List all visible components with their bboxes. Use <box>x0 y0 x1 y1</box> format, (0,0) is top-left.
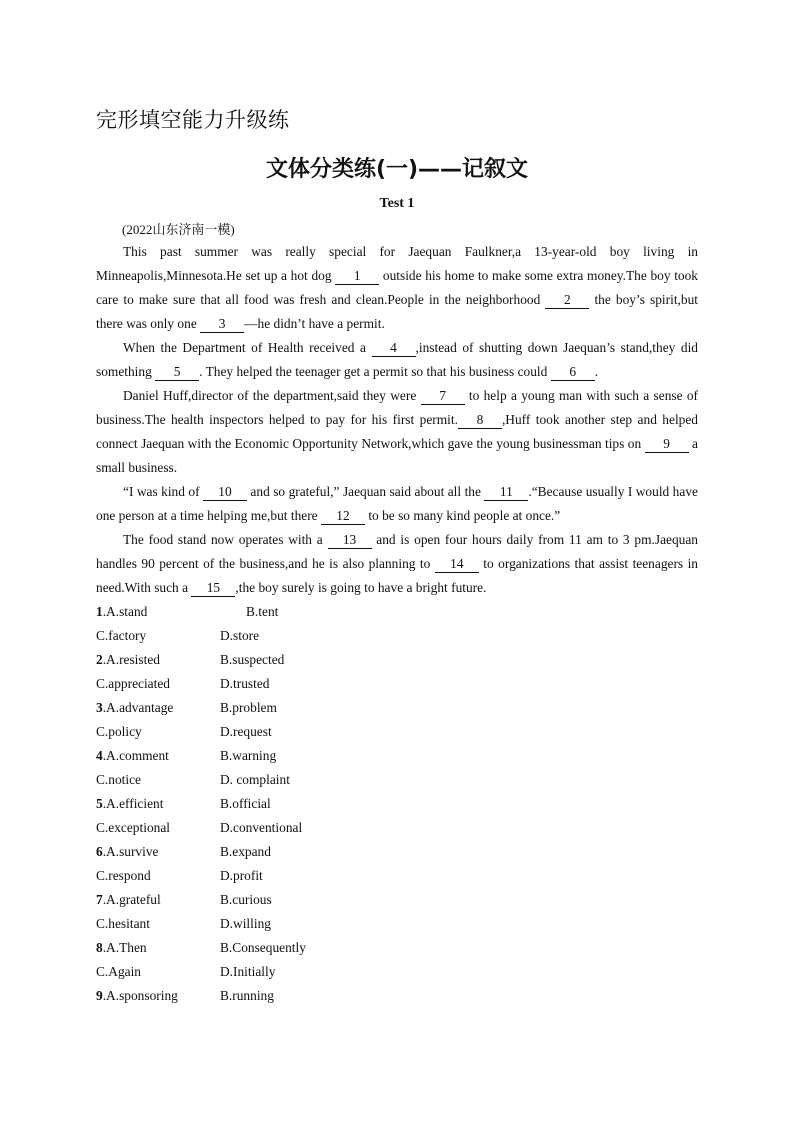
answer-options <box>96 600 516 1008</box>
option-c: C.hesitant <box>96 916 150 931</box>
question-7-row-cd <box>96 912 516 936</box>
option-b: B.suspected <box>220 652 285 667</box>
text-segment: outside his home to make some extra money.The boy took care to make sure that all food was fresh and clean.People in the neighborhood <box>96 268 699 307</box>
option-c: C.Again <box>96 964 142 979</box>
option-d: D.conventional <box>220 820 303 835</box>
option-a <box>96 600 147 624</box>
text-segment: . They helped the teenager get a permit so that his business could <box>199 364 551 379</box>
question-3-row-ab <box>96 696 516 720</box>
option-a <box>96 744 169 768</box>
option-b: B.official <box>220 796 271 811</box>
paragraph-3 <box>96 384 698 480</box>
question-4-row-ab <box>96 744 516 768</box>
option-a-text: .A.comment <box>102 748 169 763</box>
blank-5: 5 <box>155 364 199 381</box>
option-a <box>96 648 160 672</box>
blank-1: 1 <box>335 268 379 285</box>
question-9-row-ab <box>96 984 516 1008</box>
option-a <box>96 792 163 816</box>
text-segment: When the Department of Health received a <box>123 340 372 355</box>
question-number: 4 <box>96 748 103 763</box>
question-1-row-cd <box>96 624 516 648</box>
option-b: B.tent <box>246 604 279 619</box>
option-b: B.warning <box>220 748 277 763</box>
document-title: 文体分类练(一)——记叙文 <box>265 157 529 182</box>
question-number: 3 <box>96 700 103 715</box>
option-c: C.factory <box>96 628 147 643</box>
text-segment: “I was kind of <box>123 484 203 499</box>
question-3-row-cd <box>96 720 516 744</box>
question-8-row-ab <box>96 936 516 960</box>
option-a <box>96 840 159 864</box>
question-number: 6 <box>96 844 103 859</box>
option-d: D.store <box>220 628 260 643</box>
text-segment: Daniel Huff,director of the department,said they were <box>123 388 421 403</box>
option-c: C.notice <box>96 772 141 787</box>
option-a-text: .A.grateful <box>102 892 161 907</box>
blank-8: 8 <box>458 412 502 429</box>
paragraph-5 <box>96 528 698 600</box>
option-b: B.Consequently <box>220 940 306 955</box>
question-6-row-ab <box>96 840 516 864</box>
option-a <box>96 696 173 720</box>
option-d: D.trusted <box>220 676 270 691</box>
option-d: D. complaint <box>220 772 290 787</box>
text-segment: . <box>594 364 599 379</box>
option-d: D.request <box>220 724 272 739</box>
question-2-row-cd <box>96 672 516 696</box>
blank-12: 12 <box>321 508 365 525</box>
option-b: B.problem <box>220 700 277 715</box>
blank-13: 13 <box>328 532 372 549</box>
text-segment: .“Because usually I would have one person at a time helping me,but there <box>96 484 698 523</box>
blank-14: 14 <box>435 556 479 573</box>
cloze-passage <box>96 240 698 600</box>
question-number: 8 <box>96 940 103 955</box>
option-a-text: .A.resisted <box>102 652 160 667</box>
option-a-text: .A.advantage <box>102 700 174 715</box>
question-number: 2 <box>96 652 103 667</box>
blank-3: 3 <box>200 316 244 333</box>
option-a-text: .A.efficient <box>102 796 164 811</box>
question-6-row-cd <box>96 864 516 888</box>
text-segment: and is open four hours daily from 11 am to 3 pm.Jaequan handles 90 percent of the business,and he is also planning to <box>96 532 698 571</box>
blank-4: 4 <box>372 340 416 357</box>
option-a <box>96 984 178 1008</box>
option-b: B.curious <box>220 892 272 907</box>
blank-11: 11 <box>484 484 528 501</box>
option-d: D.profit <box>220 868 263 883</box>
question-2-row-ab <box>96 648 516 672</box>
text-segment: ,the boy surely is going to have a bright future. <box>235 580 487 595</box>
question-8-row-cd <box>96 960 516 984</box>
blank-10: 10 <box>203 484 247 501</box>
text-segment: a small business. <box>96 436 698 475</box>
option-a <box>96 888 161 912</box>
question-number: 7 <box>96 892 103 907</box>
test-label: Test 1 <box>379 196 415 211</box>
question-number: 1 <box>96 604 103 619</box>
blank-2: 2 <box>545 292 589 309</box>
text-segment: The food stand now operates with a <box>123 532 328 547</box>
section-title: 完形填空能力升级练 <box>96 108 290 132</box>
option-a-text: .A.stand <box>102 604 148 619</box>
question-number: 9 <box>96 988 103 1003</box>
question-1-row-ab <box>96 600 516 624</box>
question-number: 5 <box>96 796 103 811</box>
option-a-text: .A.Then <box>102 940 147 955</box>
blank-9: 9 <box>645 436 689 453</box>
question-5-row-ab <box>96 792 516 816</box>
option-c: C.respond <box>96 868 151 883</box>
option-a-text: .A.sponsoring <box>102 988 178 1003</box>
text-segment: ,instead of shutting down Jaequan’s stand,they did something <box>96 340 699 379</box>
text-segment: This past summer was really special for Jaequan Faulkner,a 13-year-old boy living in Minneapolis,Minnesota.He set up a hot dog <box>96 244 698 283</box>
option-d: D.Initially <box>220 964 276 979</box>
question-4-row-cd <box>96 768 516 792</box>
option-b: B.expand <box>220 844 271 859</box>
text-segment: and so grateful,” Jaequan said about all the <box>246 484 485 499</box>
question-7-row-ab <box>96 888 516 912</box>
paragraph-1 <box>96 240 698 336</box>
option-d: D.willing <box>220 916 271 931</box>
text-segment: —he didn’t have a permit. <box>244 316 385 331</box>
option-c: C.policy <box>96 724 142 739</box>
paragraph-2 <box>96 336 698 384</box>
blank-7: 7 <box>421 388 465 405</box>
blank-15: 15 <box>191 580 235 597</box>
source-note: (2022山东济南一模) <box>122 222 235 237</box>
option-a-text: .A.survive <box>102 844 159 859</box>
option-c: C.exceptional <box>96 820 170 835</box>
text-segment: to organizations that assist teenagers in need.With such a <box>96 556 699 595</box>
question-5-row-cd <box>96 816 516 840</box>
text-segment: to help a young man with such a sense of business.The health inspectors helped to pay for his first permit. <box>96 388 699 427</box>
paragraph-4 <box>96 480 698 528</box>
text-segment: the boy’s spirit,but there was only one <box>96 292 698 331</box>
option-a <box>96 936 147 960</box>
blank-6: 6 <box>551 364 595 381</box>
option-c: C.appreciated <box>96 676 170 691</box>
text-segment: to be so many kind people at once.” <box>364 508 561 523</box>
option-b: B.running <box>220 988 274 1003</box>
text-segment: ,Huff took another step and helped connect Jaequan with the Economic Opportunity Network,which gave the young businessman tips on <box>96 412 699 451</box>
